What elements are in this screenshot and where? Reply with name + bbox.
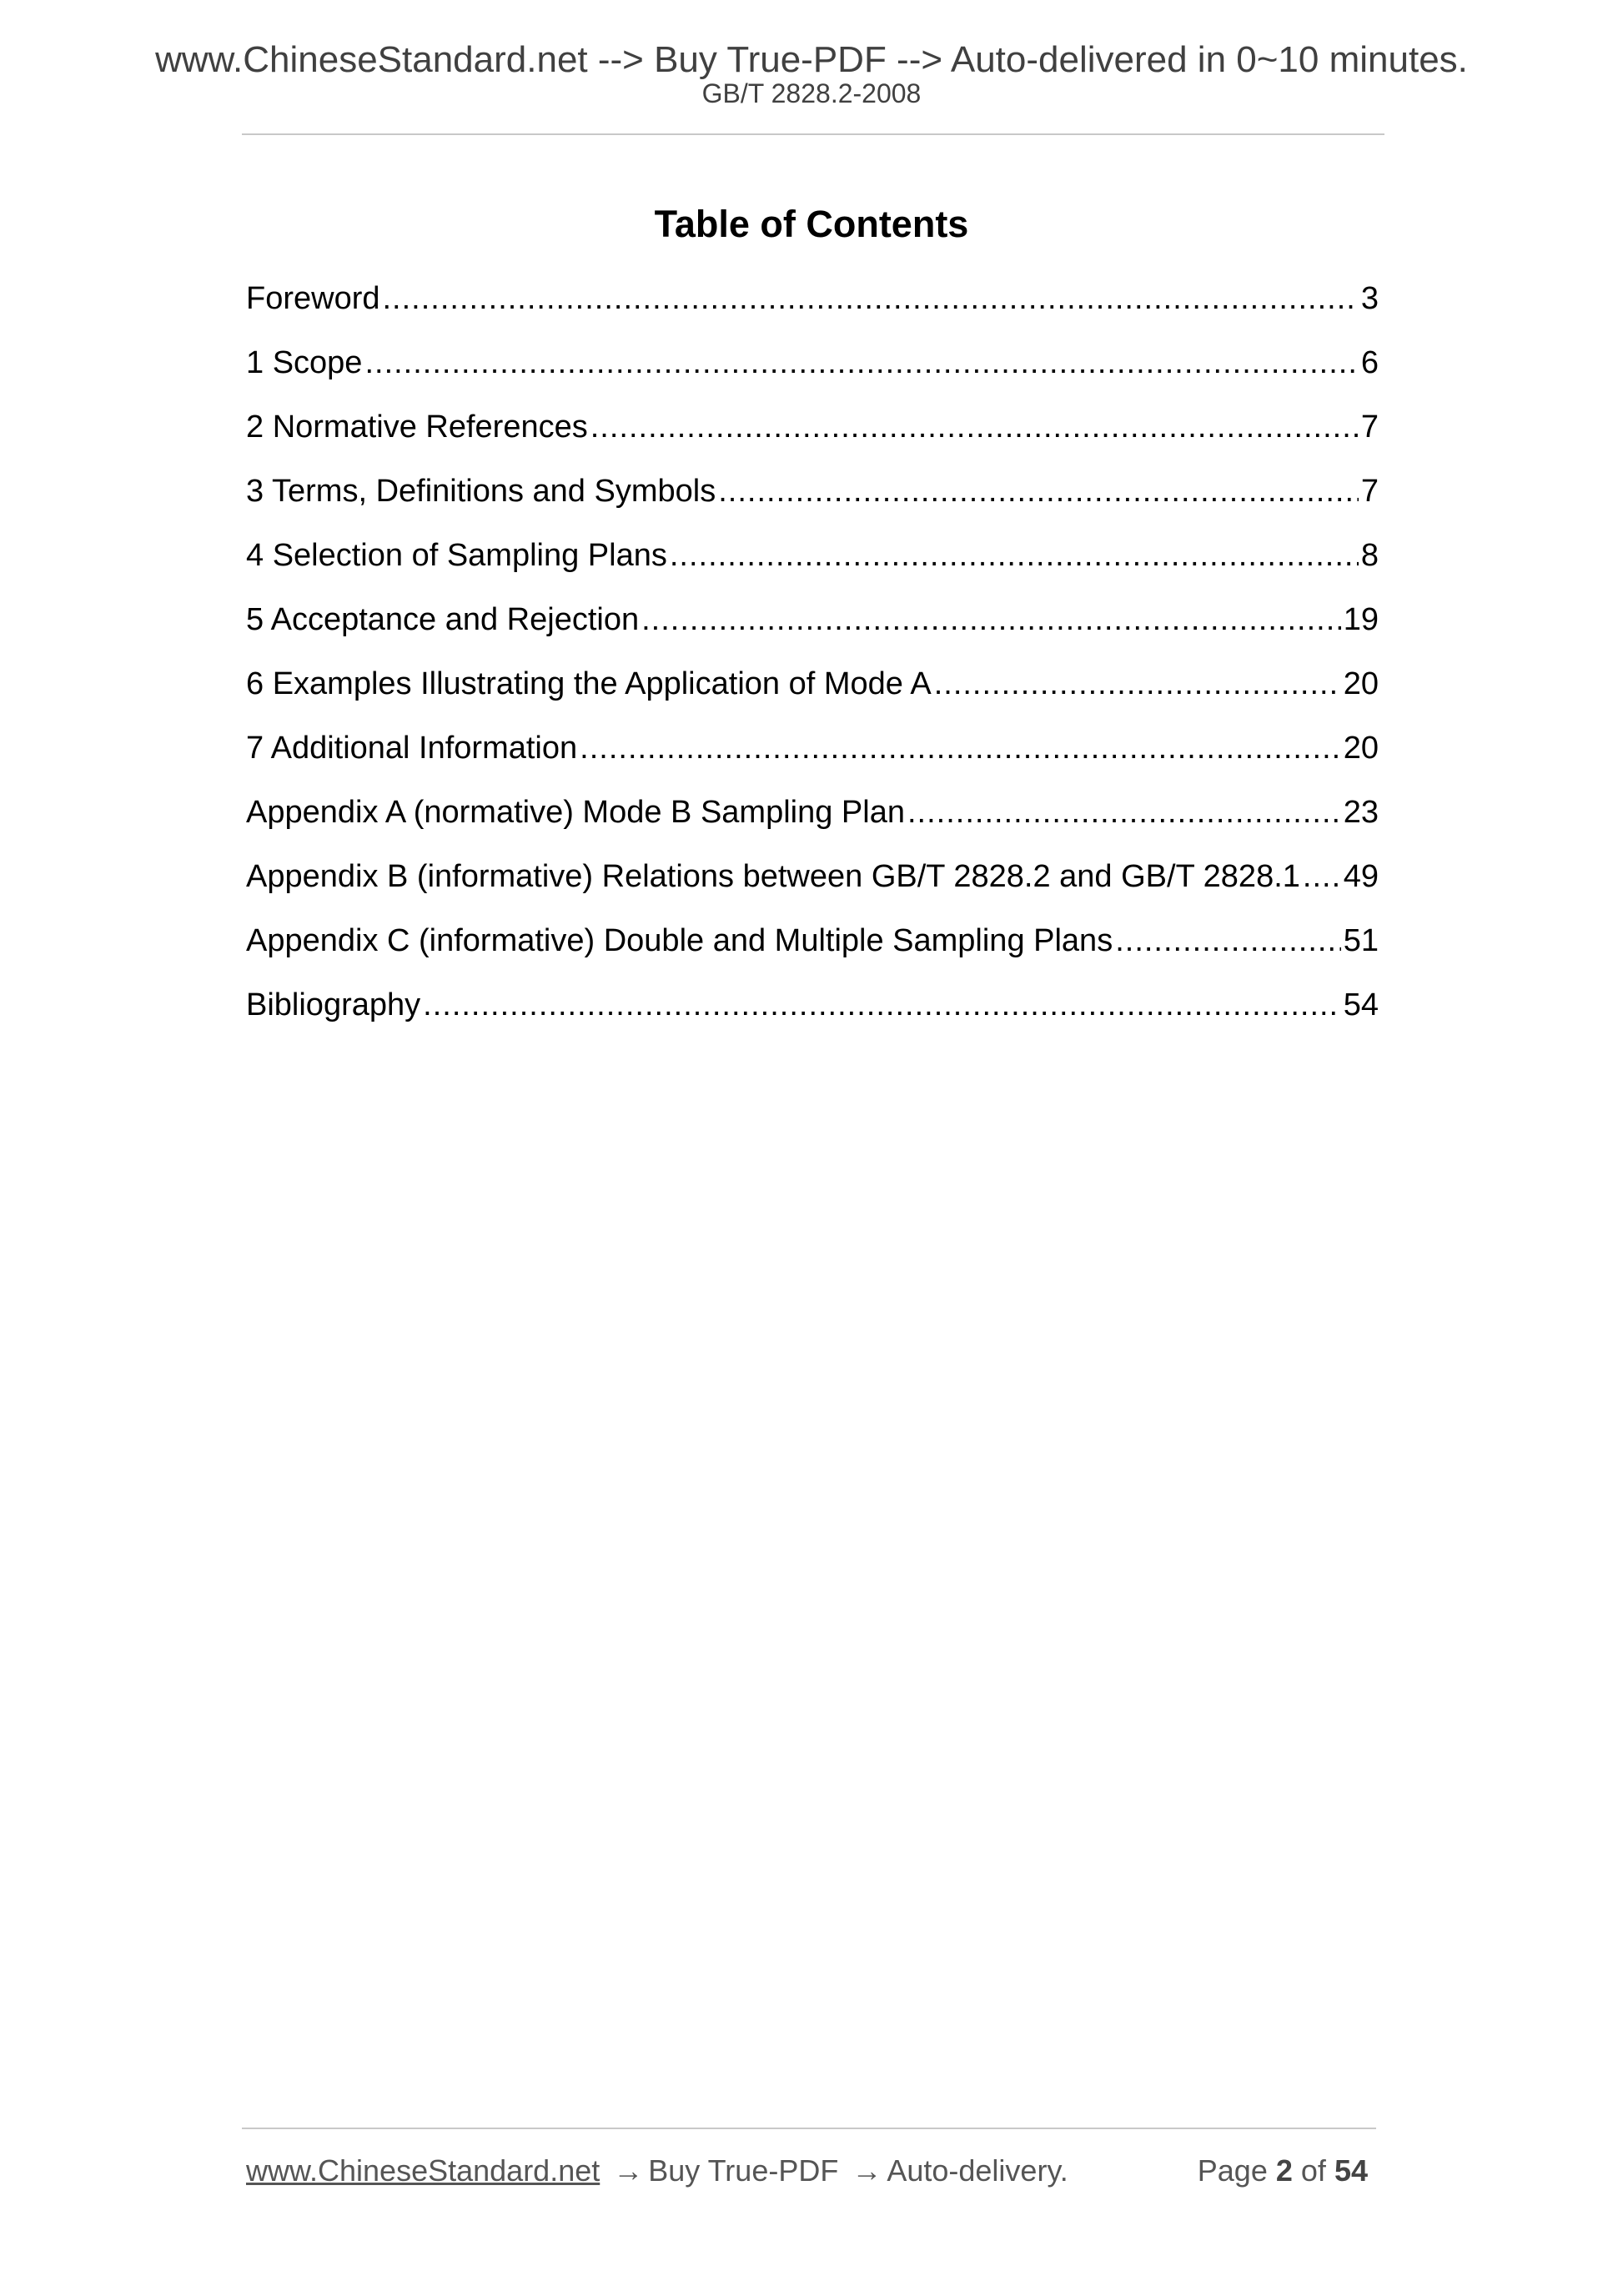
toc-entry-page: 7 <box>1360 409 1379 445</box>
toc-dot-leader <box>670 535 1359 576</box>
toc-title: Table of Contents <box>654 203 969 245</box>
toc-entry-foreword[interactable] <box>246 278 1379 342</box>
toc-entry-label: 7 Additional Information <box>246 731 578 766</box>
toc-dot-leader <box>907 791 1341 833</box>
toc-entry-scope[interactable] <box>246 342 1379 406</box>
toc-entry-page: 3 <box>1360 281 1379 316</box>
header-banner: www.ChineseStandard.net --> Buy True-PDF --> Auto-delivered in 0~10 minutes. <box>155 39 1468 80</box>
toc-entry-label: 5 Acceptance and Rejection <box>246 602 640 637</box>
toc-dot-leader <box>580 727 1341 769</box>
toc-entry-page: 51 <box>1343 923 1379 958</box>
toc-entry-label: 4 Selection of Sampling Plans <box>246 538 667 573</box>
header-divider <box>242 133 1384 135</box>
toc-entry-bibliography[interactable] <box>246 984 1379 1048</box>
arrow-right-icon: → <box>613 2153 644 2188</box>
footer-buy-text: Buy True-PDF <box>648 2153 839 2188</box>
footer-divider <box>242 2128 1376 2129</box>
toc-entry-label: Foreword <box>246 281 380 316</box>
toc-entry-label: 1 Scope <box>246 345 363 380</box>
toc-dot-leader <box>934 663 1341 705</box>
toc-entry-page: 23 <box>1343 795 1379 830</box>
toc-dot-leader <box>1115 920 1341 962</box>
page-total: 54 <box>1334 2153 1368 2188</box>
toc-entry-examples-mode-a[interactable] <box>246 663 1379 727</box>
footer-delivery-text: Auto-delivery. <box>887 2153 1068 2188</box>
toc-entry-page: 20 <box>1343 666 1379 701</box>
toc-entry-acceptance-rejection[interactable] <box>246 599 1379 663</box>
toc-entry-normative-references[interactable] <box>246 406 1379 470</box>
toc-list <box>246 278 1379 1048</box>
toc-entry-page: 6 <box>1360 345 1379 380</box>
toc-entry-label: Bibliography <box>246 987 421 1022</box>
toc-entry-appendix-c[interactable] <box>246 920 1379 984</box>
toc-dot-leader <box>641 599 1341 641</box>
toc-entry-page: 7 <box>1360 474 1379 509</box>
toc-dot-leader <box>364 342 1358 384</box>
toc-entry-appendix-a[interactable] <box>246 791 1379 856</box>
toc-dot-leader <box>1303 856 1341 897</box>
site-link[interactable]: www.ChineseStandard.net <box>246 2153 600 2188</box>
page-number <box>1198 2150 1368 2192</box>
page-word: Page <box>1197 2153 1268 2188</box>
toc-dot-leader <box>383 278 1359 319</box>
footer-promo <box>246 2150 1068 2192</box>
toc-entry-additional-information[interactable] <box>246 727 1379 791</box>
document-code: GB/T 2828.2-2008 <box>701 78 922 108</box>
toc-entry-page: 49 <box>1343 859 1379 894</box>
toc-entry-label: 6 Examples Illustrating the Application of Mode A <box>246 666 932 701</box>
toc-dot-leader <box>423 984 1341 1026</box>
toc-entry-page: 20 <box>1343 731 1379 766</box>
toc-entry-terms-definitions[interactable] <box>246 470 1379 535</box>
toc-dot-leader <box>718 470 1359 512</box>
toc-entry-page: 8 <box>1360 538 1379 573</box>
toc-entry-label: 2 Normative References <box>246 409 588 445</box>
toc-entry-label: Appendix B (informative) Relations between GB/T 2828.2 and GB/T 2828.1 <box>246 859 1300 894</box>
toc-dot-leader <box>590 406 1359 448</box>
page-footer <box>246 2150 1380 2192</box>
toc-entry-label: Appendix C (informative) Double and Multiple Sampling Plans <box>246 923 1113 958</box>
toc-entry-appendix-b[interactable] <box>246 856 1379 920</box>
toc-entry-page: 54 <box>1343 987 1379 1022</box>
of-word: of <box>1300 2153 1326 2188</box>
arrow-right-icon: → <box>852 2153 882 2188</box>
toc-entry-selection-sampling-plans[interactable] <box>246 535 1379 599</box>
toc-entry-label: Appendix A (normative) Mode B Sampling Plan <box>246 795 905 830</box>
toc-entry-label: 3 Terms, Definitions and Symbols <box>246 474 716 509</box>
page-current: 2 <box>1275 2153 1293 2188</box>
toc-entry-page: 19 <box>1343 602 1379 637</box>
